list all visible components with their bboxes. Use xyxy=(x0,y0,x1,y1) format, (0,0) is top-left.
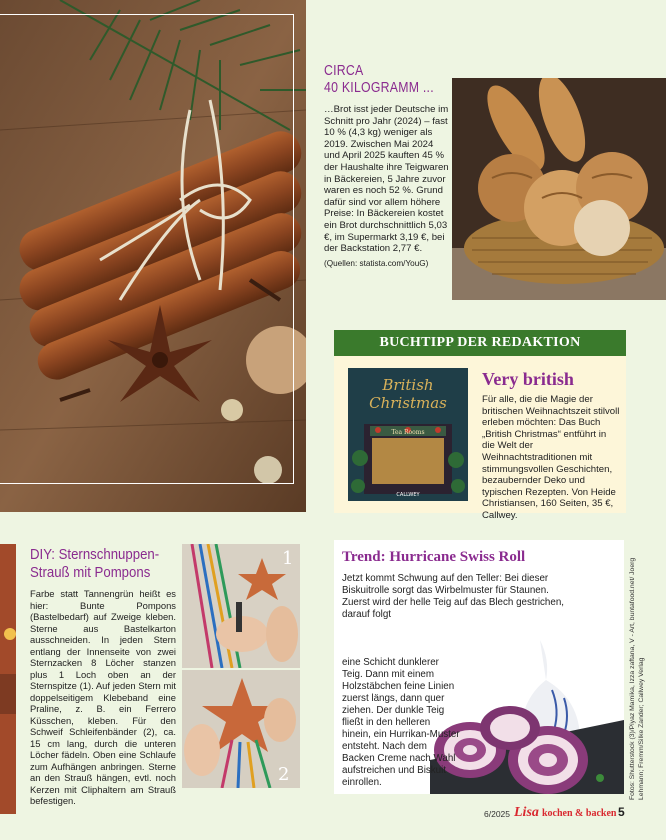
diy-step1-number: 1 xyxy=(282,548,294,569)
bread-basket-photo xyxy=(452,78,666,300)
diy-title: DIY: Sternschnuppen-Strauß mit Pompons xyxy=(30,546,160,581)
circa-body: …Brot isst jeder Deutsche im Schnitt pro Jahr (2024) – fast 10 % (4,3 kg) weniger als 2019. Zwischen Mai 2024 und April 2025 kauften 45 % der Haushalte ihre Teigwaren in Bäckereien, 5 Jahre zuvor waren es noch 52 %. Grund dafür sind vor allem höhere Preise: In Bäckereien kostet ein Brot durchschnittlich 5,03 €, im Supermarkt 3,19 €, bei der Backstation 2,77 €. xyxy=(324,104,449,255)
buchtipp-box xyxy=(334,330,626,521)
circa-article xyxy=(324,62,450,312)
diy-step2-number: 2 xyxy=(278,764,290,785)
book-cover-title-2: Christmas xyxy=(369,394,447,412)
diy-body: Farbe statt Tannengrün heißt es hier: Bunte Pompons (Bastelbedarf) auf Zweige kleben. Sterne aus Bastelkarton ausschneiden. In jeden Stern entlang der Innenseite von zwei Sternzacken 8 Löcher stanzen plus 1 Loch oben an der Sternspitze (1). Auf jeden Stern mit doppelseitigem Klebeband eine Praline, z. B. ein Ferrero Küsschen, kleben. Für den Schweif Schleifenbänder (2), ca. 15 cm lang, durch die unteren Löcher fädeln. Oben eine Schlaufe zum Aufhängen anbringen. Sterne an den Strauß hängen, evtl. noch Kerzen mit Cliphaltern am Strauß befestigen. xyxy=(30,588,176,806)
diy-side-photo xyxy=(0,544,16,814)
trend-body-bottom: eine Schicht dunklerer Teig. Dann mit einem Holzstäbchen feine Linien zuerst längs, dann quer ziehen. Der dunkle Teig fließt in den helleren hinein, ein Hurrikan-Muster entsteht. Nach dem Backen Creme nach Wahl aufstreichen und Biskuit einrollen. xyxy=(342,657,460,788)
circa-source: (Quellen: statista.com/YouG) xyxy=(324,258,429,268)
circa-title-line2: 40 KILOGRAMM ... xyxy=(324,79,434,96)
book-title: Very british xyxy=(482,369,574,389)
diy-step1-photo xyxy=(182,544,300,668)
trend-body-top: Jetzt kommt Schwung auf den Teller: Bei dieser Biskuitrolle sorgt das Wirbelmuster für Staunen. Zuerst wird der helle Teig auf das Blech gestrichen, darauf folgt xyxy=(342,573,564,620)
footer-issue: 6/2025 xyxy=(484,809,510,819)
footer-brand-sub: kochen & backen xyxy=(542,808,617,819)
page-footer xyxy=(484,805,654,825)
photo-credits xyxy=(628,546,664,800)
circa-title-line1: CIRCA xyxy=(324,62,364,79)
page-number: 5 xyxy=(618,805,625,819)
buchtipp-header: BUCHTIPP DER REDAKTION xyxy=(334,330,626,356)
trend-title: Trend: Hurricane Swiss Roll xyxy=(342,549,526,565)
book-cover-shop: Tea Rooms xyxy=(391,429,425,436)
photo-frame-line xyxy=(0,14,294,484)
book-cover-publisher: CALLWEY xyxy=(396,492,420,498)
book-body: Für alle, die die Magie der britischen Weihnachtszeit stilvoll erleben möchten: Das Buch „British Christmas“ entführt in die Welt der Weihnachtstraditionen mit stimmungsvollen Geschichten, bezaubernder Deko und typischen Rezepten. Von Heide Christiansen, 160 Seiten, 35 €, Callwey. xyxy=(482,394,620,521)
book-cover-title-1: British xyxy=(382,376,434,394)
book-cover xyxy=(348,368,468,501)
trend-article xyxy=(334,540,624,794)
photo-credits-text: Fotos: Shutterstock (3)/Piyaz Mamika, Izza zaftana, V - Art, buntafood.net/ Joerg Lehmann; Fremm/Silke Zander; Callwey Verlag xyxy=(629,557,645,800)
diy-step2-photo xyxy=(182,670,300,788)
footer-brand-logo: Lisa xyxy=(514,805,539,820)
